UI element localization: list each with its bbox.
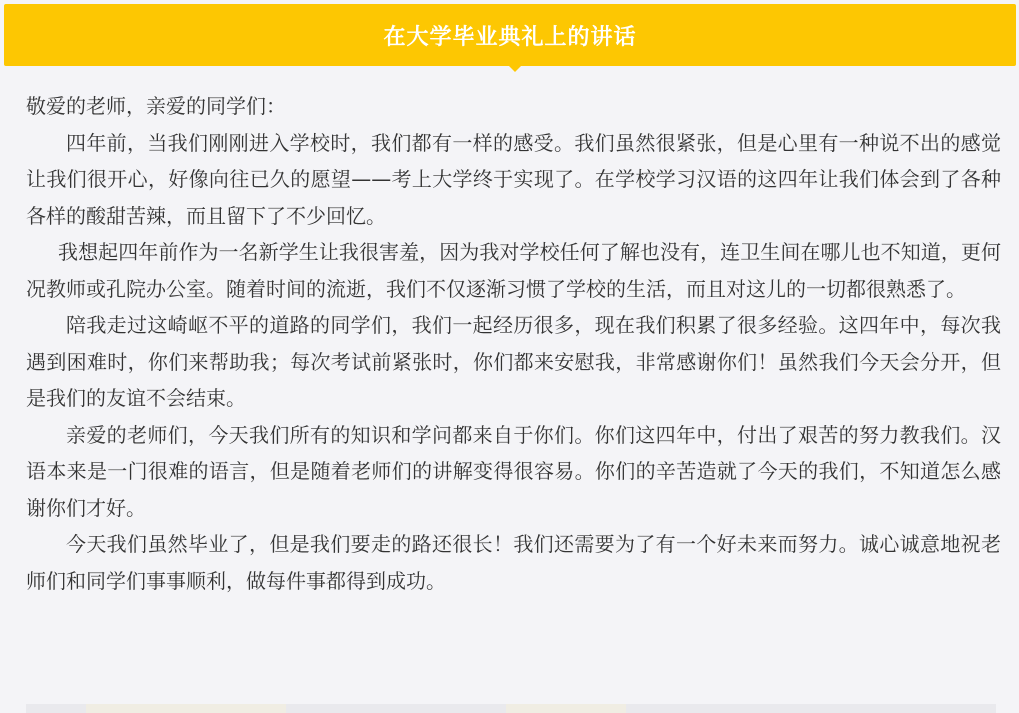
speech-paragraph-4: 亲爱的老师们，今天我们所有的知识和学问都来自于你们。你们这四年中，付出了艰苦的努力教我们。汉语本来是一门很难的语言，但是随着老师们的讲解变得很容易。你们的辛苦造就了今天的我们，不知道怎么感谢你们才好。 <box>26 422 1001 520</box>
image-strip-edge <box>26 704 996 713</box>
speech-paragraph-5: 今天我们虽然毕业了，但是我们要走的路还很长！我们还需要为了有一个好未来而努力。诚心诚意地祝老师们和同学们事事顺利，做每件事都得到成功。 <box>26 532 1001 593</box>
page-title: 在大学毕业典礼上的讲话 <box>383 24 637 50</box>
image-strip-segment <box>86 704 286 713</box>
speech-paragraph-3: 陪我走过这崎岖不平的道路的同学们，我们一起经历很多，现在我们积累了很多经验。这四年中，每次我遇到困难时，你们来帮助我；每次考试前紧张时，你们都来安慰我，非常感谢你们！虽然我们今天会分开，但是我们的友谊不会结束。 <box>26 313 1001 410</box>
speech-paragraph-1: 四年前，当我们刚刚进入学校时，我们都有一样的感受。我们虽然很紧张，但是心里有一种说不出的感觉让我们很开心，好像向往已久的愿望——考上大学终于实现了。在学校学习汉语的这四年让我们体会到了各种各样的酸甜苦辣，而且留下了不少回忆。 <box>26 130 1001 228</box>
speech-salutation: 敬爱的老师，亲爱的同学们： <box>26 94 286 118</box>
speech-body <box>26 88 1001 599</box>
title-banner <box>4 4 1016 66</box>
image-strip-segment <box>506 704 626 713</box>
speech-paragraph-2: 我想起四年前作为一名新学生让我很害羞，因为我对学校任何了解也没有，连卫生间在哪儿也不知道，更何况教师或孔院办公室。随着时间的流逝，我们不仅逐渐习惯了学校的生活，而且对这儿的一切都很熟悉了。 <box>26 240 1001 301</box>
